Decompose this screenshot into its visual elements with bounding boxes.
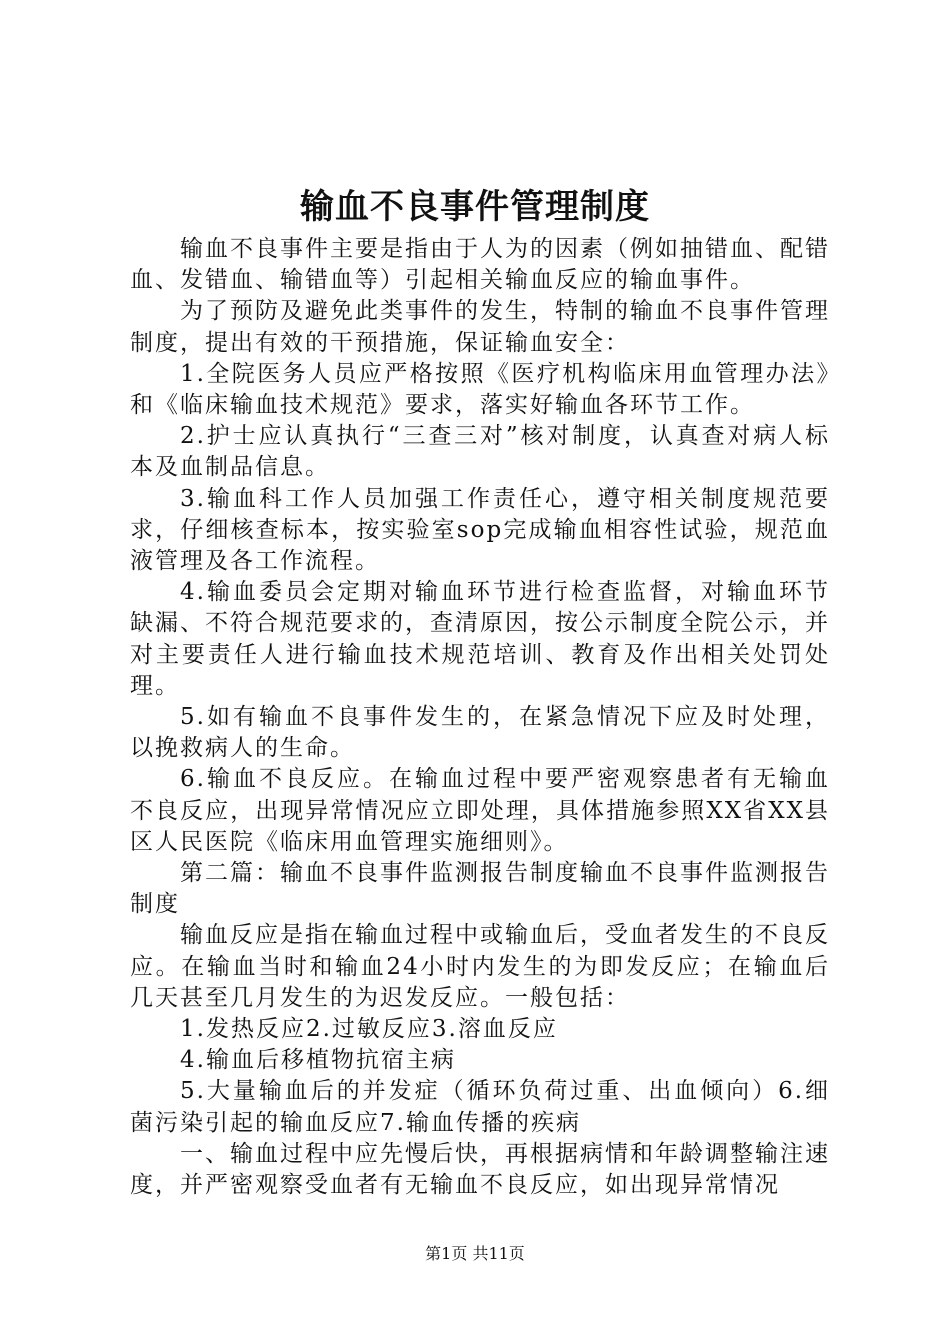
- page-indicator: 第1页 共11页: [425, 1244, 525, 1263]
- paragraph-item-5: 5.如有输血不良事件发生的，在紧急情况下应及时处理，以挽救病人的生命。: [130, 704, 830, 762]
- document-title: 输血不良事件管理制度: [300, 187, 650, 227]
- paragraph-purpose: 为了预防及避免此类事件的发生，特制的输血不良事件管理制度，提出有效的干预措施，保证输血安全：: [130, 298, 830, 356]
- paragraph-item-1: 1.全院医务人员应严格按照《医疗机构临床用血管理办法》和《临床输血技术规范》要求，落实好输血各环节工作。: [130, 360, 830, 419]
- paragraph-reaction-list-2: 4.输血后移植物抗宿主病: [180, 1047, 456, 1074]
- document-body: [130, 234, 830, 1201]
- paragraph-reaction-list-1: 1.发热反应2.过敏反应3.溶血反应: [180, 1016, 558, 1043]
- paragraph-item-2: 2.护士应认真执行“三查三对”核对制度，认真查对病人标本及血制品信息。: [130, 423, 830, 481]
- paragraph-item-6: 6.输血不良反应。在输血过程中要严密观察患者有无输血不良反应，出现异常情况应立即处理，具体措施参照XX省XX县区人民医院《临床用血管理实施细则》。: [130, 766, 830, 855]
- paragraph-procedure-1: 一、输血过程中应先慢后快，再根据病情和年龄调整输注速度，并严密观察受血者有无输血不良反应，如出现异常情况: [130, 1140, 830, 1199]
- paragraph-section-2-heading: 第二篇：输血不良事件监测报告制度输血不良事件监测报告制度: [130, 860, 830, 918]
- paragraph-item-3: 3.输血科工作人员加强工作责任心，遵守相关制度规范要求，仔细核查标本，按实验室sop完成输血相容性试验，规范血液管理及各工作流程。: [130, 485, 830, 575]
- paragraph-intro: 输血不良事件主要是指由于人为的因素（例如抽错血、配错血、发错血、输错血等）引起相关输血反应的输血事件。: [130, 236, 830, 294]
- paragraph-reaction-definition: 输血反应是指在输血过程中或输血后，受血者发生的不良反应。在输血当时和输血24小时内发生的为即发反应；在输血后几天甚至几月发生的为迟发反应。一般包括：: [130, 922, 830, 1011]
- paragraph-reaction-list-3: 5.大量输血后的并发症（循环负荷过重、出血倾向）6.细菌污染引起的输血反应7.输血传播的疾病: [130, 1078, 830, 1136]
- paragraph-item-4: 4.输血委员会定期对输血环节进行检查监督，对输血环节缺漏、不符合规范要求的，查清原因，按公示制度全院公示，并对主要责任人进行输血技术规范培训、教育及作出相关处罚处理。: [130, 579, 830, 699]
